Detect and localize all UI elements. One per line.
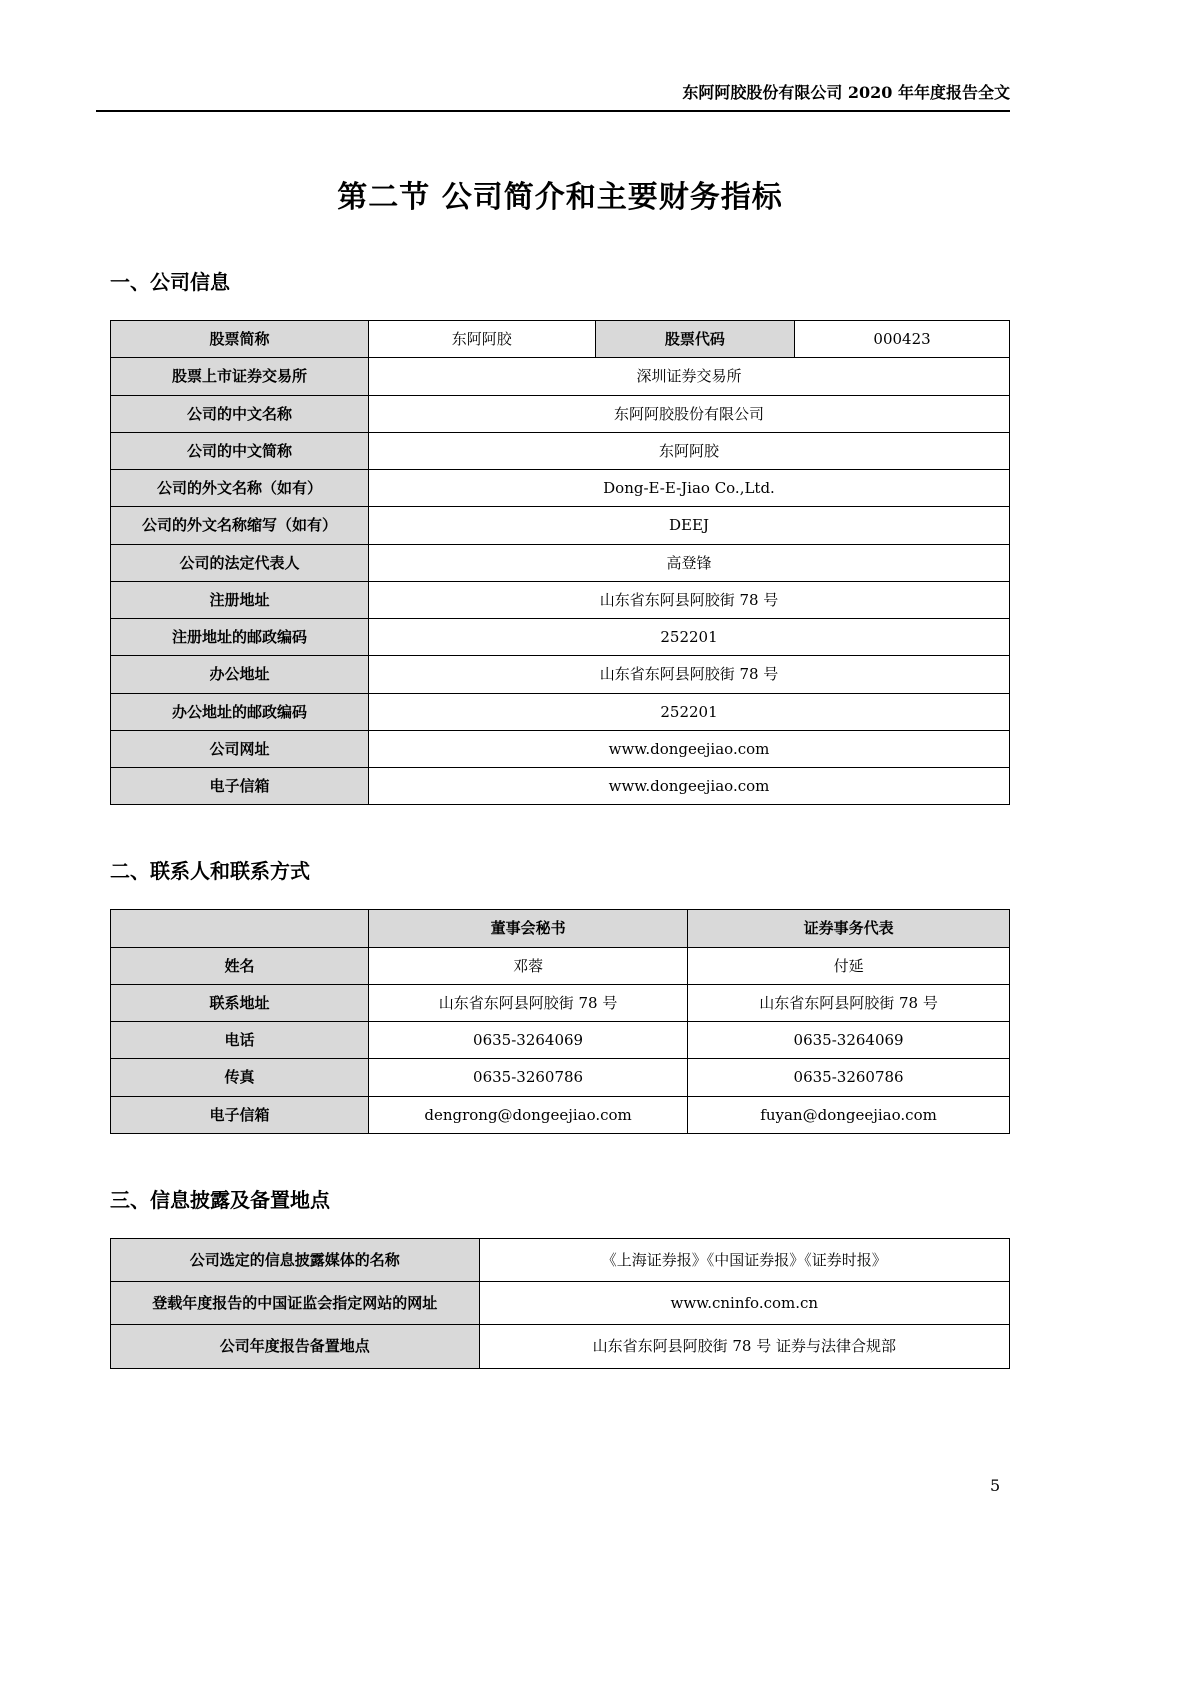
table-row bbox=[111, 1022, 1010, 1059]
table-row bbox=[111, 395, 1010, 432]
row-value-cell: www.dongeejiao.com bbox=[369, 730, 1010, 767]
page-content bbox=[110, 0, 1010, 1369]
row-value-cell: 高登锋 bbox=[369, 544, 1010, 581]
table-row bbox=[111, 947, 1010, 984]
row-value-cell: 山东省东阿县阿胶街 78 号 bbox=[369, 581, 1010, 618]
table-row bbox=[111, 984, 1010, 1021]
row-value-cell: 0635-3264069 bbox=[369, 1022, 688, 1059]
row-label-cell: 注册地址 bbox=[111, 581, 369, 618]
row-value-cell: 东阿阿胶股份有限公司 bbox=[369, 395, 1010, 432]
table-row bbox=[111, 507, 1010, 544]
row-label-cell: 公司的中文简称 bbox=[111, 432, 369, 469]
table-row bbox=[111, 1282, 1010, 1325]
row-label-cell: 登载年度报告的中国证监会指定网站的网址 bbox=[111, 1282, 480, 1325]
section-heading-disclosure: 三、信息披露及备置地点 bbox=[110, 1187, 330, 1212]
table-row bbox=[111, 1059, 1010, 1096]
table-row bbox=[111, 619, 1010, 656]
row-label-cell: 姓名 bbox=[111, 947, 369, 984]
row-value-cell: 0635-3260786 bbox=[369, 1059, 688, 1096]
empty-corner-cell bbox=[111, 910, 369, 947]
row-label-cell: 公司选定的信息披露媒体的名称 bbox=[111, 1238, 480, 1281]
section-heading-company-info: 一、公司信息 bbox=[110, 270, 230, 294]
row-label-cell: 股票代码 bbox=[595, 321, 795, 358]
row-value-cell: 深圳证券交易所 bbox=[369, 358, 1010, 395]
row-label-cell: 办公地址 bbox=[111, 656, 369, 693]
row-value-cell: DEEJ bbox=[369, 507, 1010, 544]
table-row bbox=[111, 693, 1010, 730]
row-value-cell: 山东省东阿县阿胶街 78 号 bbox=[369, 656, 1010, 693]
row-value-cell: 山东省东阿县阿胶街 78 号 bbox=[688, 984, 1010, 1021]
row-label-cell: 公司年度报告备置地点 bbox=[111, 1325, 480, 1368]
row-value-cell: dengrong@dongeejiao.com bbox=[369, 1096, 688, 1133]
row-value-cell: 付延 bbox=[688, 947, 1010, 984]
table-row bbox=[111, 544, 1010, 581]
table-row bbox=[111, 581, 1010, 618]
row-value-cell: 000423 bbox=[795, 321, 1010, 358]
table-row bbox=[111, 1096, 1010, 1133]
table-row bbox=[111, 358, 1010, 395]
row-label-cell: 电子信箱 bbox=[111, 1096, 369, 1133]
row-label-cell: 股票简称 bbox=[111, 321, 369, 358]
column-header-cell: 证券事务代表 bbox=[688, 910, 1010, 947]
table-row bbox=[111, 470, 1010, 507]
row-label-cell: 电子信箱 bbox=[111, 768, 369, 805]
row-value-cell: 邓蓉 bbox=[369, 947, 688, 984]
column-header-cell: 董事会秘书 bbox=[369, 910, 688, 947]
table-row bbox=[111, 656, 1010, 693]
row-value-cell: 252201 bbox=[369, 693, 1010, 730]
row-label-cell: 股票上市证券交易所 bbox=[111, 358, 369, 395]
contacts-table bbox=[110, 909, 1010, 1134]
table-row bbox=[111, 321, 1010, 358]
disclosure-table bbox=[110, 1238, 1010, 1369]
running-header: 东阿阿胶股份有限公司 2020 年年度报告全文 bbox=[96, 0, 1010, 112]
table-row bbox=[111, 1238, 1010, 1281]
table-row bbox=[111, 432, 1010, 469]
row-value-cell: 东阿阿胶 bbox=[369, 432, 1010, 469]
row-value-cell: 252201 bbox=[369, 619, 1010, 656]
row-value-cell: 山东省东阿县阿胶街 78 号 bbox=[369, 984, 688, 1021]
row-label-cell: 公司网址 bbox=[111, 730, 369, 767]
company-info-table bbox=[110, 320, 1010, 805]
row-value-cell: fuyan@dongeejiao.com bbox=[688, 1096, 1010, 1133]
row-label-cell: 公司的外文名称缩写（如有） bbox=[111, 507, 369, 544]
table-row bbox=[111, 1325, 1010, 1368]
row-label-cell: 办公地址的邮政编码 bbox=[111, 693, 369, 730]
row-label-cell: 传真 bbox=[111, 1059, 369, 1096]
page-title: 第二节 公司简介和主要财务指标 bbox=[337, 180, 783, 215]
row-value-cell: Dong-E-E-Jiao Co.,Ltd. bbox=[369, 470, 1010, 507]
row-value-cell: 0635-3260786 bbox=[688, 1059, 1010, 1096]
table-row bbox=[111, 730, 1010, 767]
row-value-cell: 山东省东阿县阿胶街 78 号 证券与法律合规部 bbox=[479, 1325, 1009, 1368]
row-value-cell: 《上海证券报》《中国证券报》《证券时报》 bbox=[479, 1238, 1009, 1281]
row-label-cell: 公司的中文名称 bbox=[111, 395, 369, 432]
row-value-cell: www.dongeejiao.com bbox=[369, 768, 1010, 805]
row-label-cell: 电话 bbox=[111, 1022, 369, 1059]
row-label-cell: 公司的外文名称（如有） bbox=[111, 470, 369, 507]
page-number: 5 bbox=[990, 1476, 1001, 1495]
row-label-cell: 公司的法定代表人 bbox=[111, 544, 369, 581]
row-value-cell: www.cninfo.com.cn bbox=[479, 1282, 1009, 1325]
section-heading-contacts: 二、联系人和联系方式 bbox=[110, 859, 310, 884]
table-header-row bbox=[111, 910, 1010, 947]
row-value-cell: 0635-3264069 bbox=[688, 1022, 1010, 1059]
row-label-cell: 注册地址的邮政编码 bbox=[111, 619, 369, 656]
row-value-cell: 东阿阿胶 bbox=[369, 321, 596, 358]
row-label-cell: 联系地址 bbox=[111, 984, 369, 1021]
table-row bbox=[111, 768, 1010, 805]
